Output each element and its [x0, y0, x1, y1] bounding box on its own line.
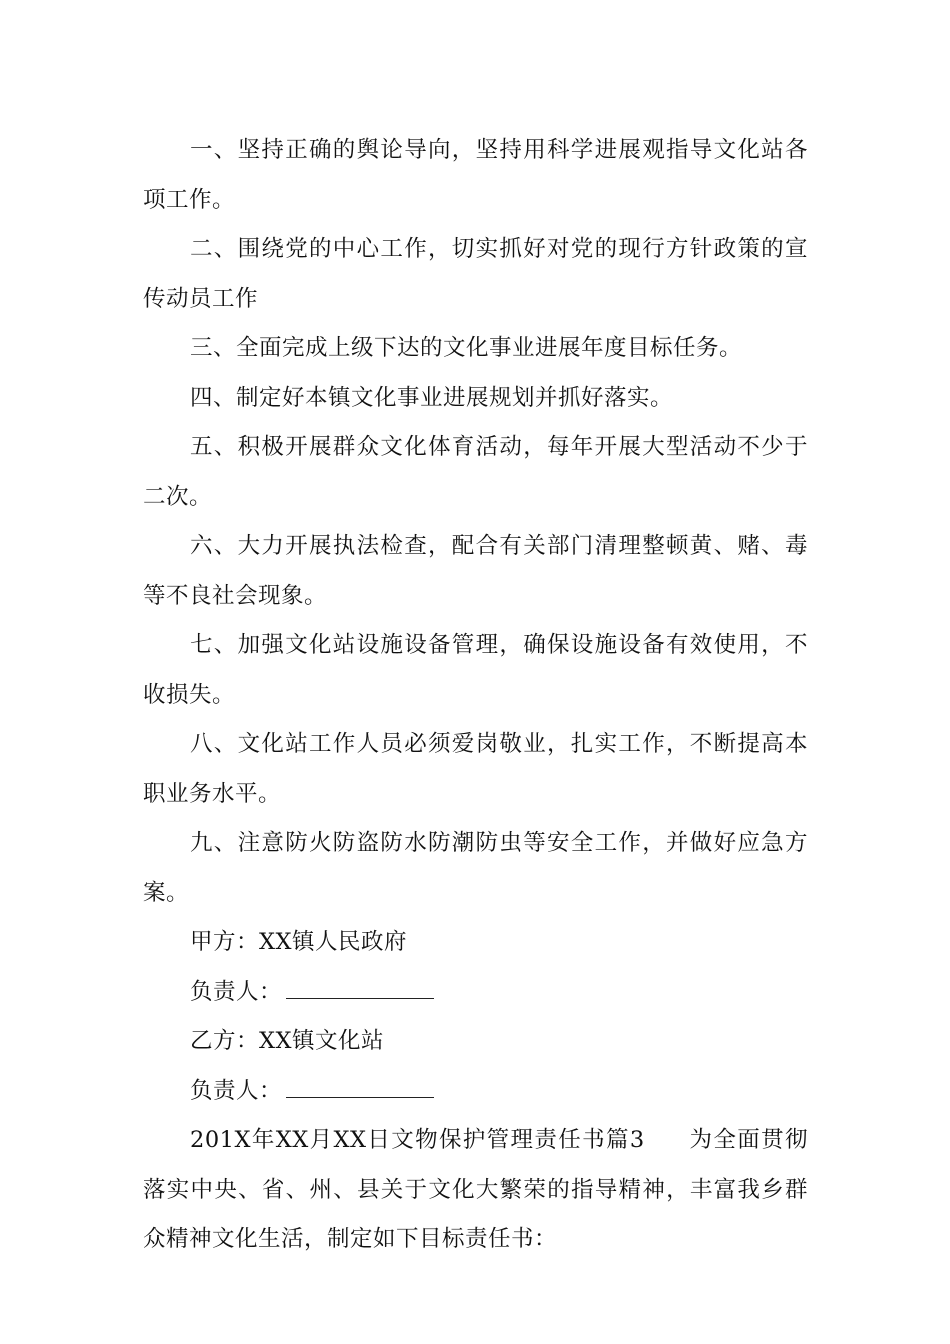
- signature-blank: [286, 980, 434, 999]
- next-section-heading: 201X年XX月XX日文物保护管理责任书篇3: [190, 1127, 645, 1153]
- clause-9: 九、注意防火防盗防水防潮防虫等安全工作，并做好应急方案。: [143, 830, 808, 906]
- party-b-line: [143, 1017, 808, 1067]
- party-b-rep-line: [143, 1067, 808, 1117]
- clause-5: 五、积极开展群众文化体育活动，每年开展大型活动不少于二次。: [143, 434, 808, 510]
- party-a-label: 甲方：XX镇人民政府: [190, 929, 408, 955]
- clause-4: 四、制定好本镇文化事业进展规划并抓好落实。: [190, 384, 674, 411]
- next-section-body: 为全面贯彻落实中央、省、州、县关于文化大繁荣的指导精神，丰富我乡群众精神文化生活，制定如下目标责任书：: [143, 1127, 808, 1252]
- party-a-rep-label: 负责人：: [190, 978, 283, 1005]
- party-a-rep-line: [143, 968, 808, 1018]
- clause-1: 一、坚持正确的舆论导向，坚持用科学进展观指导文化站各项工作。: [143, 137, 808, 213]
- clause-8: 八、文化站工作人员必须爱岗敬业，扎实工作，不断提高本职业务水平。: [143, 731, 808, 807]
- document-body: [143, 126, 808, 1265]
- clause-2: 二、围绕党的中心工作，切实抓好对党的现行方针政策的宣传动员工作: [143, 236, 808, 312]
- clause-7: 七、加强文化站设施设备管理，确保设施设备有效使用，不收损失。: [143, 632, 808, 708]
- signature-blank: [286, 1079, 434, 1098]
- party-b-rep-label: 负责人：: [190, 1077, 283, 1104]
- next-section-paragraph: [143, 1116, 808, 1265]
- clause-6: 六、大力开展执法检查，配合有关部门清理整顿黄、赌、毒等不良社会现象。: [143, 533, 808, 609]
- party-a-line: [143, 918, 808, 968]
- clause-3: 三、全面完成上级下达的文化事业进展年度目标任务。: [190, 335, 743, 361]
- party-b-label: 乙方：XX镇文化站: [190, 1028, 385, 1054]
